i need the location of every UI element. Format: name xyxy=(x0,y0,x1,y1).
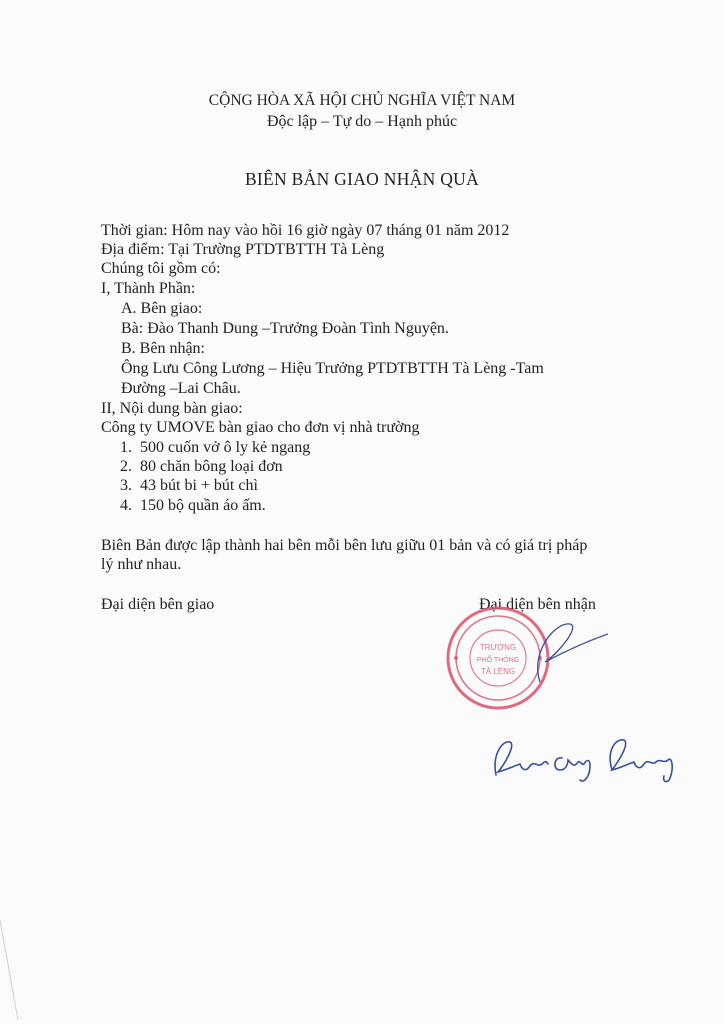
closing-line-1: Biên Bản được lập thành hai bên mỗi bên lưu giữu 01 bản và có giá trị pháp xyxy=(101,537,588,554)
list-item-text: 43 bút bi + bút chì xyxy=(140,477,258,494)
signature-word-3 xyxy=(610,740,672,782)
pen-stroke-path xyxy=(538,624,608,682)
giver-signature-label: Đại diện bên giao xyxy=(101,596,215,613)
edge-line xyxy=(0,920,18,1020)
scan-edge-shadow xyxy=(0,880,40,1020)
receiver-line-2: Đường –Lai Châu. xyxy=(121,380,241,397)
list-item-text: 500 cuốn vở ô ly kẻ ngang xyxy=(140,439,311,456)
closing-line-2: lý như nhau. xyxy=(101,556,182,573)
list-item xyxy=(120,458,283,476)
signature-word-1 xyxy=(495,742,548,775)
list-item-text: 150 bộ quần áo ấm. xyxy=(140,497,266,514)
receiver-heading: B. Bên nhận: xyxy=(121,340,205,357)
stamp-text-mid: PHỔ THÔNG xyxy=(476,657,520,664)
document-title: BIÊN BẢN GIAO NHẬN QUÀ xyxy=(244,169,480,189)
list-item-number: 3. xyxy=(120,477,132,494)
list-item xyxy=(120,439,310,457)
giver-heading: A. Bên giao: xyxy=(121,300,203,317)
pen-stroke xyxy=(500,612,610,687)
signature-word-2 xyxy=(555,758,590,781)
section-2-heading: II, Nội dung bàn giao: xyxy=(101,400,243,417)
time-line: Thời gian: Hôm nay vào hồi 16 giờ ngày 07 tháng 01 năm 2012 xyxy=(101,222,510,239)
motto: Độc lập – Tự do – Hạnh phúc xyxy=(266,113,458,130)
list-item-number: 2. xyxy=(120,458,132,475)
list-item xyxy=(120,497,266,515)
handwritten-signature xyxy=(484,720,689,795)
stamp-text-top: TRƯỜNG xyxy=(479,643,517,652)
stamp-text-bottom: TÀ LÈNG xyxy=(480,667,516,676)
list-item xyxy=(120,477,258,495)
country-header: CỘNG HÒA XÃ HỘI CHỦ NGHĨA VIỆT NAM xyxy=(208,92,516,109)
list-item-number: 1. xyxy=(120,439,132,456)
handover-intro: Công ty UMOVE bàn giao cho đơn vị nhà trường xyxy=(101,419,420,436)
list-item-text: 80 chăn bông loại đơn xyxy=(140,458,283,475)
place-line: Địa điểm: Tại Trường PTDTBTTH Tà Lèng xyxy=(101,241,385,258)
giver-line: Bà: Đào Thanh Dung –Trưởng Đoàn Tình Nguyện. xyxy=(121,320,449,337)
list-item-number: 4. xyxy=(120,497,132,514)
receiver-line-1: Ông Lưu Công Lương – Hiệu Trưởng PTDTBTTH Tà Lèng -Tam xyxy=(121,360,544,377)
section-1-heading: I, Thành Phần: xyxy=(101,280,196,297)
members-intro: Chúng tôi gồm có: xyxy=(101,260,221,277)
receiver-signature-label: Đại diện bên nhận xyxy=(479,596,596,613)
stamp-star-left xyxy=(454,656,458,660)
